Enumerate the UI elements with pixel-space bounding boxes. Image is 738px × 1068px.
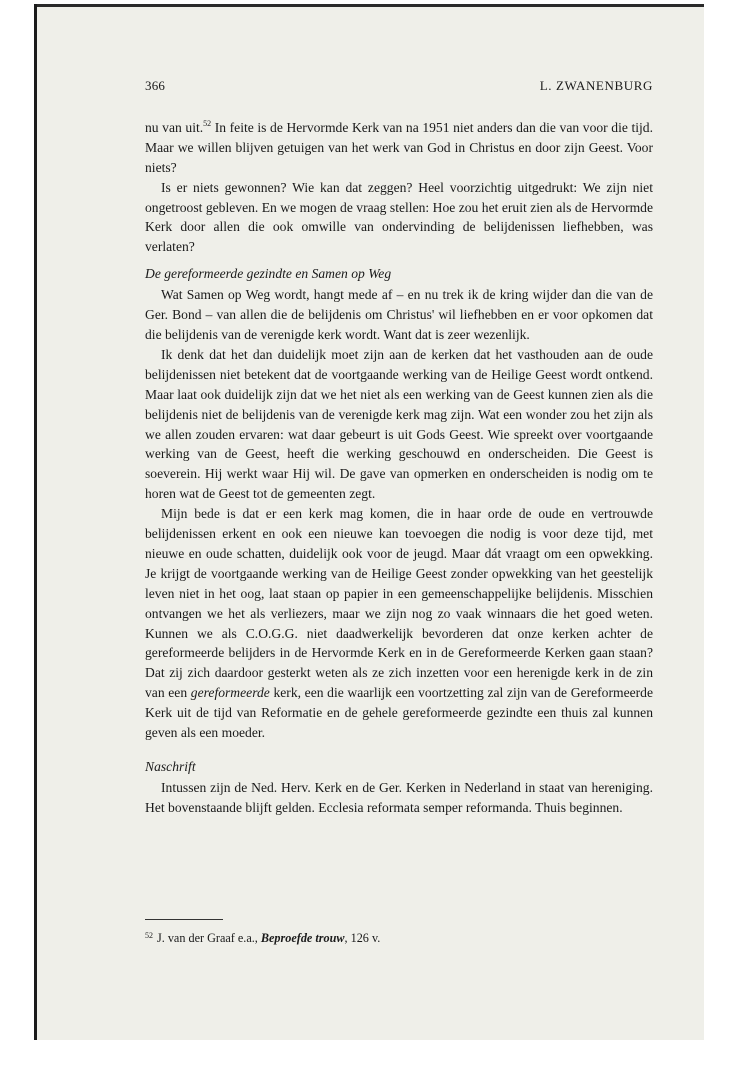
section-heading-naschrift: Naschrift bbox=[145, 759, 196, 774]
footnote-number: 52 bbox=[145, 931, 153, 940]
running-head bbox=[145, 76, 653, 96]
footnote-divider bbox=[145, 919, 223, 920]
footnote-reference[interactable]: 52 bbox=[203, 118, 212, 128]
paragraph-2: Is er niets gewonnen? Wie kan dat zeggen? Heel voorzichtig uitgedrukt: We zijn niet ongetroost gebleven. En we mogen de vraag stellen: Hoe zou het eruit zien als de Hervormde Kerk door allen die ook omwille van ondervinding de belijdenissen liefhebben, was verlaten? bbox=[145, 179, 653, 255]
paragraph-4: Ik denk dat het dan duidelijk moet zijn aan de kerken dat het vasthouden aan de oude belijdenissen niet betekent dat de voortgaande werking van de Heilige Geest wordt ontkend. Maar laat ook duidelijk zijn dat we het niet als een werking van de Geest kunnen zien als die belijdenis niet de belijdenis van de verenigde kerk mag zijn. Wat een wonder zou het zijn als we allen zouden ervaren: wat daar gebeurt is uit Gods Geest. Wie spreekt over voortgaande werking van de Geest, heeft die werking geschouwd en onderscheiden. Die Geest is soeverein. Hij werkt waar Hij wil. De gave van opmerken en onderscheiden is nodig om te horen wat de Geest tot de gemeenten zegt. bbox=[145, 346, 653, 502]
paragraph-3: Wat Samen op Weg wordt, hangt mede af – en nu trek ik de kring wijder dan die van de Ger. Bond – van allen die de belijdenis om Christus' wil liefhebben en er voor opkomen dat die belijdenis van de verenigde kerk wordt. Want dat is zeer wezenlijk. bbox=[145, 287, 653, 342]
paragraph-5: Mijn bede is dat er een kerk mag komen, die in haar orde de oude en vertrouwde belijdenissen erkent en ook een nieuwe kan toevoegen die nodig is voor deze tijd, met nieuwe en oude schatten, duidelijk ook voor de jeugd. Maar dát vraagt om een opwekking. Je krijgt de voortgaande werking van de Heilige Geest zonder opwekking van het geestelijk leven niet in het oog, laat staan op papier in een gemeenschappelijke belijdenis. Misschien ontvangen we het als verliezers, maar we zijn nog zo vaak winnaars die het goed weten. Kunnen we als C.O.G.G. niet daadwerkelijk bevorderen dat onze kerken achter de gereformeerde belijders in de Hervormde Kerk en in de Gereformeerde Kerken gaan staan? Dat zij zich daardoor gesterkt weten als ze zich inzetten voor een herenigde kerk in de zin van een gereformeerde kerk, een die waarlijk een voortzetting zal zijn van de Gereformeerde Kerk uit de tijd van Reformatie en de gehele gereformeerde gezindte een thuis zal kunnen geven als een moeder. bbox=[145, 506, 653, 741]
paragraph-6: Intussen zijn de Ned. Herv. Kerk en de Ger. Kerken in Nederland in staat van hereniging. Het bovenstaande blijft gelden. Ecclesia reformata semper reformanda. Thuis beginnen. bbox=[145, 779, 653, 815]
scan-bottom-margin bbox=[34, 1040, 738, 1068]
page-number: 366 bbox=[145, 78, 166, 93]
footnote-52: $^{52}$ J. van der Graaf e.a., Beproefde trouw, 126 v. bbox=[145, 931, 381, 945]
scan-margin bbox=[0, 0, 34, 1068]
paragraph-1: nu van uit.$^{52}$ In feite is de Hervormde Kerk van na 1951 niet anders dan die van voor die tijd. Maar we willen blijven getuigen van het werk van God in Christus en door zijn Geest. Voor niets? bbox=[145, 118, 653, 175]
footnote-book-title: Beproefde trouw bbox=[260, 931, 345, 945]
running-head-author: L. ZWANENBURG bbox=[539, 78, 653, 93]
text-block bbox=[145, 76, 653, 818]
section-heading-gezindte: De gereformeerde gezindte en Samen op Weg bbox=[145, 266, 392, 282]
